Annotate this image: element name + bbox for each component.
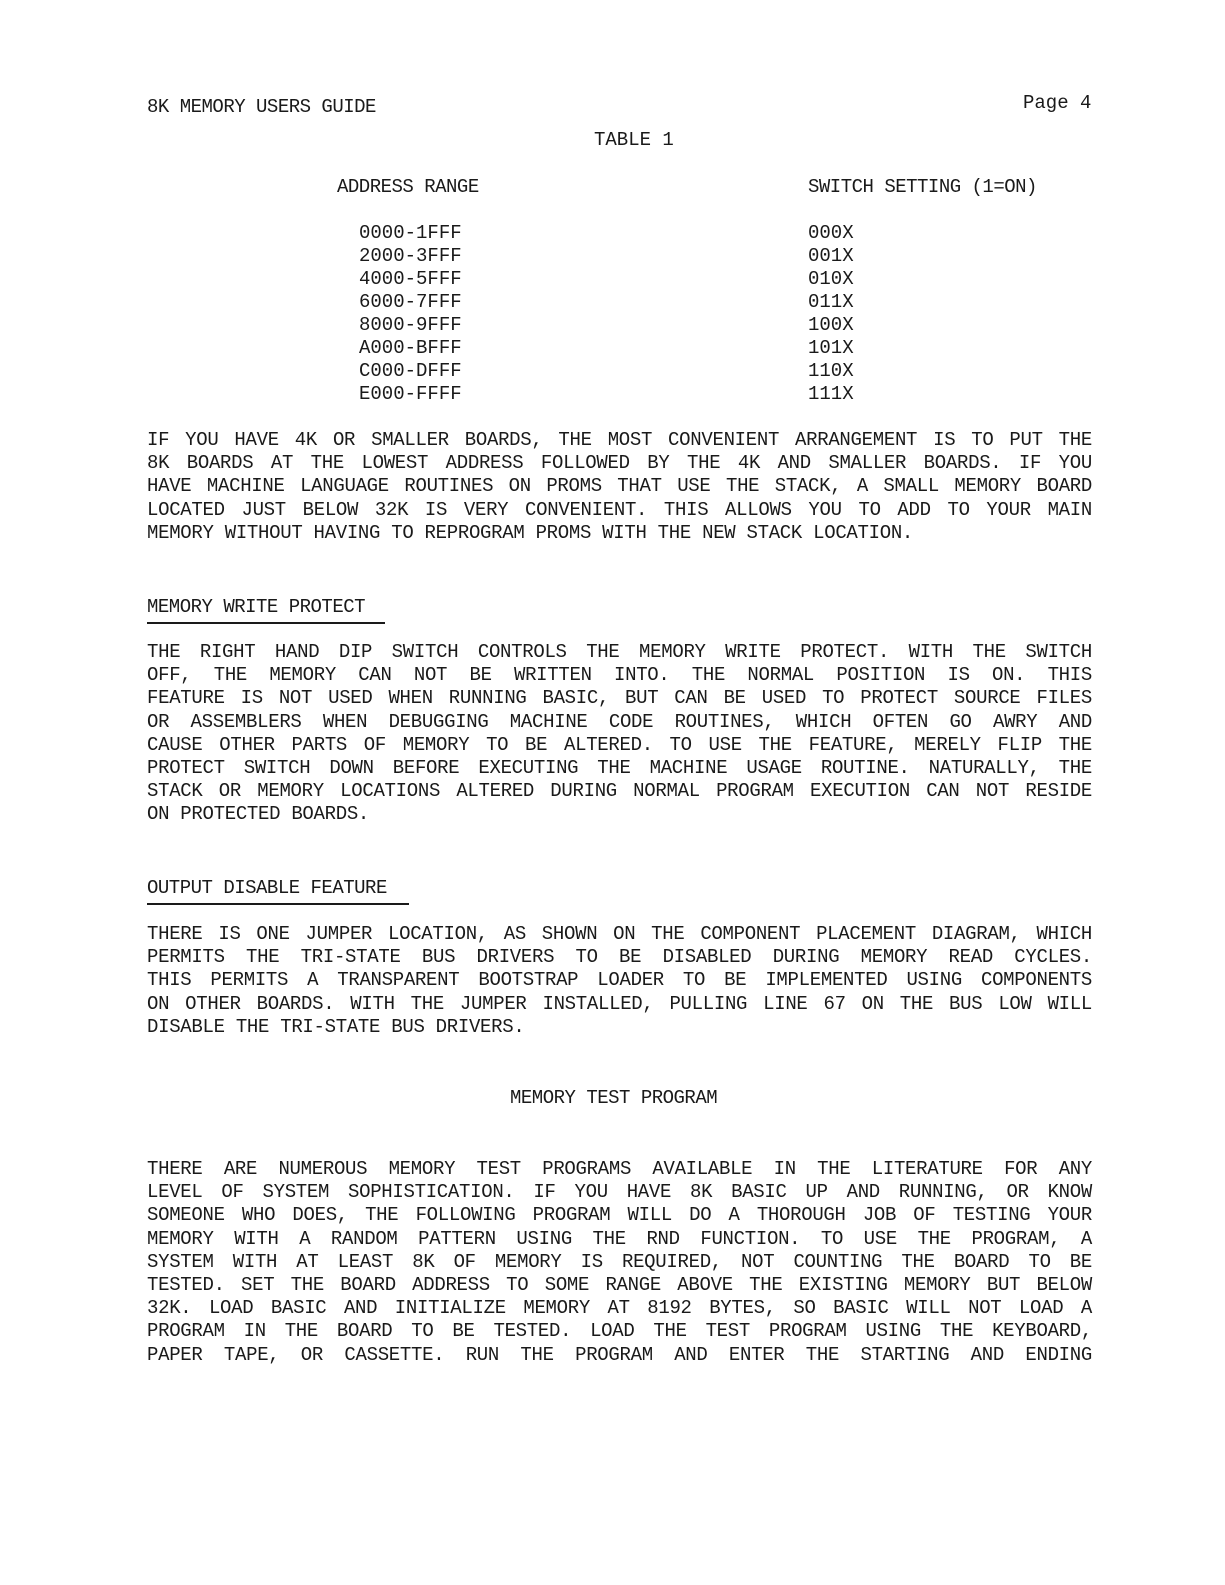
paragraph-line: IF YOU HAVE 4K OR SMALLER BOARDS, THE MOST CONVENIENT ARRANGEMENT IS TO PUT THE bbox=[147, 429, 1092, 451]
output-disable-paragraph bbox=[147, 923, 1092, 1039]
table-cell-address: 6000-7FFF bbox=[359, 291, 462, 313]
paragraph-line: PROTECT SWITCH DOWN BEFORE EXECUTING THE MACHINE USAGE ROUTINE. NATURALLY, THE bbox=[147, 757, 1092, 780]
paragraph-line: MEMORY WITHOUT HAVING TO REPROGRAM PROMS WITH THE NEW STACK LOCATION. bbox=[147, 521, 914, 544]
table-cell-switch: 010X bbox=[808, 268, 854, 290]
heading-underline bbox=[147, 622, 385, 624]
table-cell-switch: 101X bbox=[808, 337, 854, 359]
table-cell-switch: 100X bbox=[808, 314, 854, 336]
write-protect-paragraph bbox=[147, 641, 1092, 827]
paragraph-line: PAPER TAPE, OR CASSETTE. RUN THE PROGRAM AND ENTER THE STARTING AND ENDING bbox=[147, 1343, 1092, 1366]
paragraph-line: MEMORY WITH A RANDOM PATTERN USING THE RND FUNCTION. TO USE THE PROGRAM, A bbox=[147, 1227, 1092, 1250]
document-title: 8K MEMORY USERS GUIDE bbox=[147, 96, 376, 118]
paragraph-line: PERMITS THE TRI-STATE BUS DRIVERS TO BE DISABLED DURING MEMORY READ CYCLES. bbox=[147, 946, 1092, 969]
paragraph-line: HAVE MACHINE LANGUAGE ROUTINES ON PROMS THAT USE THE STACK, A SMALL MEMORY BOARD bbox=[147, 475, 1092, 498]
table-cell-address: A000-BFFF bbox=[359, 337, 462, 359]
paragraph-line: SYSTEM WITH AT LEAST 8K OF MEMORY IS REQUIRED, NOT COUNTING THE BOARD TO BE bbox=[147, 1250, 1092, 1273]
paragraph-line: FEATURE IS NOT USED WHEN RUNNING BASIC, BUT CAN BE USED TO PROTECT SOURCE FILES bbox=[147, 687, 1092, 710]
paragraph-line: ON PROTECTED BOARDS. bbox=[147, 803, 370, 826]
paragraph-line: 8K BOARDS AT THE LOWEST ADDRESS FOLLOWED BY THE 4K AND SMALLER BOARDS. IF YOU bbox=[147, 452, 1092, 475]
table-cell-address: C000-DFFF bbox=[359, 360, 462, 382]
paragraph-line: THE RIGHT HAND DIP SWITCH CONTROLS THE MEMORY WRITE PROTECT. WITH THE SWITCH bbox=[147, 641, 1092, 663]
address-range-column bbox=[359, 222, 499, 406]
table-cell-switch: 000X bbox=[808, 222, 854, 244]
memory-test-heading: MEMORY TEST PROGRAM bbox=[510, 1087, 718, 1109]
memory-test-paragraph bbox=[147, 1158, 1092, 1367]
table-cell-address: 2000-3FFF bbox=[359, 245, 462, 267]
table-cell-switch: 001X bbox=[808, 245, 854, 267]
write-protect-heading: MEMORY WRITE PROTECT bbox=[147, 596, 366, 618]
paragraph-line: PROGRAM IN THE BOARD TO BE TESTED. LOAD THE TEST PROGRAM USING THE KEYBOARD, bbox=[147, 1320, 1092, 1343]
table-cell-switch: 011X bbox=[808, 291, 854, 313]
switch-setting-column bbox=[808, 222, 908, 406]
table-cell-switch: 111X bbox=[808, 383, 854, 405]
paragraph-line: THIS PERMITS A TRANSPARENT BOOTSTRAP LOADER TO BE IMPLEMENTED USING COMPONENTS bbox=[147, 969, 1092, 992]
table-cell-switch: 110X bbox=[808, 360, 854, 382]
paragraph-line: CAUSE OTHER PARTS OF MEMORY TO BE ALTERED. TO USE THE FEATURE, MERELY FLIP THE bbox=[147, 733, 1092, 756]
paragraph-line: OR ASSEMBLERS WHEN DEBUGGING MACHINE CODE ROUTINES, WHICH OFTEN GO AWRY AND bbox=[147, 710, 1092, 733]
paragraph-line: DISABLE THE TRI-STATE BUS DRIVERS. bbox=[147, 1015, 525, 1038]
paragraph-line: LOCATED JUST BELOW 32K IS VERY CONVENIENT. THIS ALLOWS YOU TO ADD TO YOUR MAIN bbox=[147, 498, 1092, 521]
table-cell-address: 0000-1FFF bbox=[359, 222, 462, 244]
paragraph-line: OFF, THE MEMORY CAN NOT BE WRITTEN INTO. THE NORMAL POSITION IS ON. THIS bbox=[147, 664, 1092, 687]
switch-setting-header: SWITCH SETTING (1=ON) bbox=[808, 176, 1037, 198]
paragraph-line: 32K. LOAD BASIC AND INITIALIZE MEMORY AT 8192 BYTES, SO BASIC WILL NOT LOAD A bbox=[147, 1297, 1092, 1320]
heading-underline bbox=[147, 903, 409, 905]
page-number: Page 4 bbox=[1023, 92, 1092, 114]
paragraph-line: THERE IS ONE JUMPER LOCATION, AS SHOWN ON THE COMPONENT PLACEMENT DIAGRAM, WHICH bbox=[147, 923, 1092, 945]
paragraph-line: LEVEL OF SYSTEM SOPHISTICATION. IF YOU HAVE 8K BASIC UP AND RUNNING, OR KNOW bbox=[147, 1181, 1092, 1204]
paragraph-line: THERE ARE NUMEROUS MEMORY TEST PROGRAMS AVAILABLE IN THE LITERATURE FOR ANY bbox=[147, 1158, 1092, 1180]
paragraph-line: ON OTHER BOARDS. WITH THE JUMPER INSTALLED, PULLING LINE 67 ON THE BUS LOW WILL bbox=[147, 992, 1092, 1015]
paragraph-line: STACK OR MEMORY LOCATIONS ALTERED DURING NORMAL PROGRAM EXECUTION CAN NOT RESIDE bbox=[147, 780, 1092, 803]
table-cell-address: E000-FFFF bbox=[359, 383, 462, 405]
output-disable-heading: OUTPUT DISABLE FEATURE bbox=[147, 877, 387, 899]
paragraph-line: TESTED. SET THE BOARD ADDRESS TO SOME RANGE ABOVE THE EXISTING MEMORY BUT BELOW bbox=[147, 1274, 1092, 1297]
intro-paragraph bbox=[147, 429, 1092, 545]
table-cell-address: 8000-9FFF bbox=[359, 314, 462, 336]
table-cell-address: 4000-5FFF bbox=[359, 268, 462, 290]
address-range-header: ADDRESS RANGE bbox=[337, 176, 479, 198]
paragraph-line: SOMEONE WHO DOES, THE FOLLOWING PROGRAM WILL DO A THOROUGH JOB OF TESTING YOUR bbox=[147, 1204, 1092, 1227]
table-title: TABLE 1 bbox=[594, 129, 674, 151]
